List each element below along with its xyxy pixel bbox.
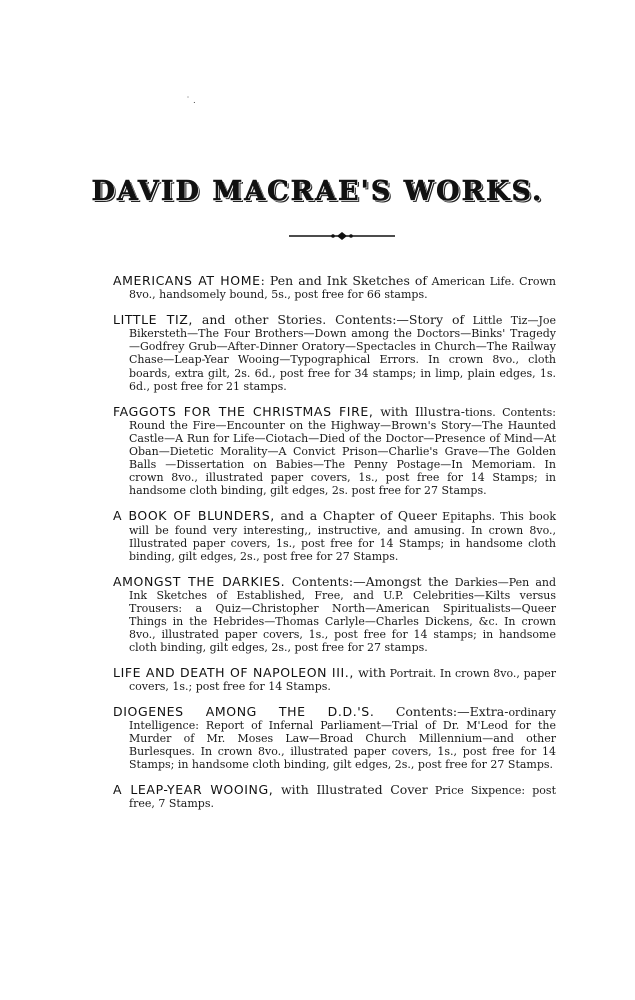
- work-entry-book-of-blunders: [113, 509, 556, 562]
- work-subtitle: with Illustrated Cover: [273, 782, 428, 797]
- work-description: Darkies—Pen and Ink Sketches of Established, Free, and U.P. Celebrities—Kilts versus Trousers: a Quiz—Christopher North—American Spiritualists—Queer Things in the Hebrides—Thomas Carlyle—Charles Dickens, &c. In crown 8vo., illustrated paper covers, 1s., post free for 14 stamps; in handsome cloth binding, gilt edges, 2s., post free for 27 stamps.: [129, 575, 557, 655]
- work-subtitle: with Illustra-: [373, 403, 465, 419]
- work-subtitle: Contents:—Amongst the: [285, 573, 449, 589]
- work-entry-amongst-the-darkies: [113, 575, 556, 655]
- work-title: DIOGENES AMONG THE D.D.'S.: [113, 703, 375, 719]
- work-subtitle: and other Stories. Contents:—Story of: [192, 312, 465, 328]
- work-subtitle: : Pen and Ink Sketches of: [260, 273, 428, 288]
- work-description: Epitaphs. This book will be found very interesting,, instructive, and amusing. In crown 8vo., Illustrated paper covers, 1s., post free for 14 Stamps; in handsome cloth binding, gilt edges, 2s., post free for 27 Stamps.: [129, 510, 556, 563]
- work-description: Portrait. In crown 8vo., paper covers, 1s.; post free for 14 Stamps.: [129, 667, 556, 694]
- work-description: American Life. Crown 8vo., handsomely bound, 5s., post free for 66 stamps.: [129, 275, 556, 302]
- work-entry-leap-year-wooing: [113, 783, 556, 810]
- work-title: LITTLE TIZ,: [113, 312, 193, 328]
- work-title: A LEAP-YEAR WOOING,: [113, 782, 274, 797]
- work-subtitle: Contents:—Extra-: [374, 703, 509, 719]
- work-entry-faggots-for-the-christmas-fire: [113, 405, 556, 498]
- work-description: tions. Contents: Round the Fire—Encounter on the Highway—Brown's Story—The Haunted Castle—A Run for Life—Ciotach—Died of the Doctor—Presence of Mind—At Oban—Dietetic Morality—A Convict Prison—Charlie's Grave—The Golden Balls —Dissertation on Babies—The Penny Postage—In Memoriam. In crown 8vo., illustrated paper covers, 1s., post free for 14 Stamps; in handsome cloth binding, gilt edges, 2s. post free for 27 Stamps.: [129, 405, 556, 498]
- work-title: A BOOK OF BLUNDERS,: [113, 508, 275, 524]
- work-entry-diogenes-among-the-dds: [113, 705, 556, 771]
- work-entry-napoleon-iii: [113, 666, 556, 693]
- page-title: DAVID MACRAE'S WORKS.: [91, 176, 544, 207]
- work-entry-little-tiz: [113, 313, 556, 393]
- work-title: AMONGST THE DARKIES.: [113, 573, 286, 589]
- work-title: AMERICANS AT HOME: [113, 273, 261, 288]
- work-title: FAGGOTS FOR THE CHRISTMAS FIRE,: [113, 403, 374, 419]
- ornamental-divider: [287, 230, 397, 242]
- work-description: ordinary Intelligence: Report of Infernal Parliament—Trial of Dr. M'Leod for the Murder of Mr. Moses Law—Broad Church Millennium—and other Burlesques. In crown 8vo., illustrated paper covers, 1s., post free for 14 Stamps; in handsome cloth binding, gilt edges, 2s., post free for 27 Stamps.: [129, 705, 556, 771]
- work-subtitle: with: [353, 665, 386, 681]
- work-title: LIFE AND DEATH OF NAPOLEON III.,: [113, 665, 354, 681]
- work-entry-americans-at-home: [113, 274, 556, 301]
- work-subtitle: and a Chapter of Queer: [274, 508, 437, 524]
- work-description: Little Tiz—Joe Bikersteth—The Four Brothers—Down among the Doctors—Binks' Tragedy—Godfrey Grub—After-Dinner Oratory—Spectacles in Church—The Railway Chase—Leap-Year Wooing—Typographical Errors. In crown 8vo., cloth boards, extra gilt, 2s. 6d., post free for 34 stamps; in limp, plain edges, 1s. 6d., post free for 21 stamps.: [129, 314, 556, 393]
- works-list: [113, 263, 556, 822]
- work-description: Price Sixpence: post free, 7 Stamps.: [129, 784, 556, 811]
- printer-specks: ˙․: [186, 96, 199, 105]
